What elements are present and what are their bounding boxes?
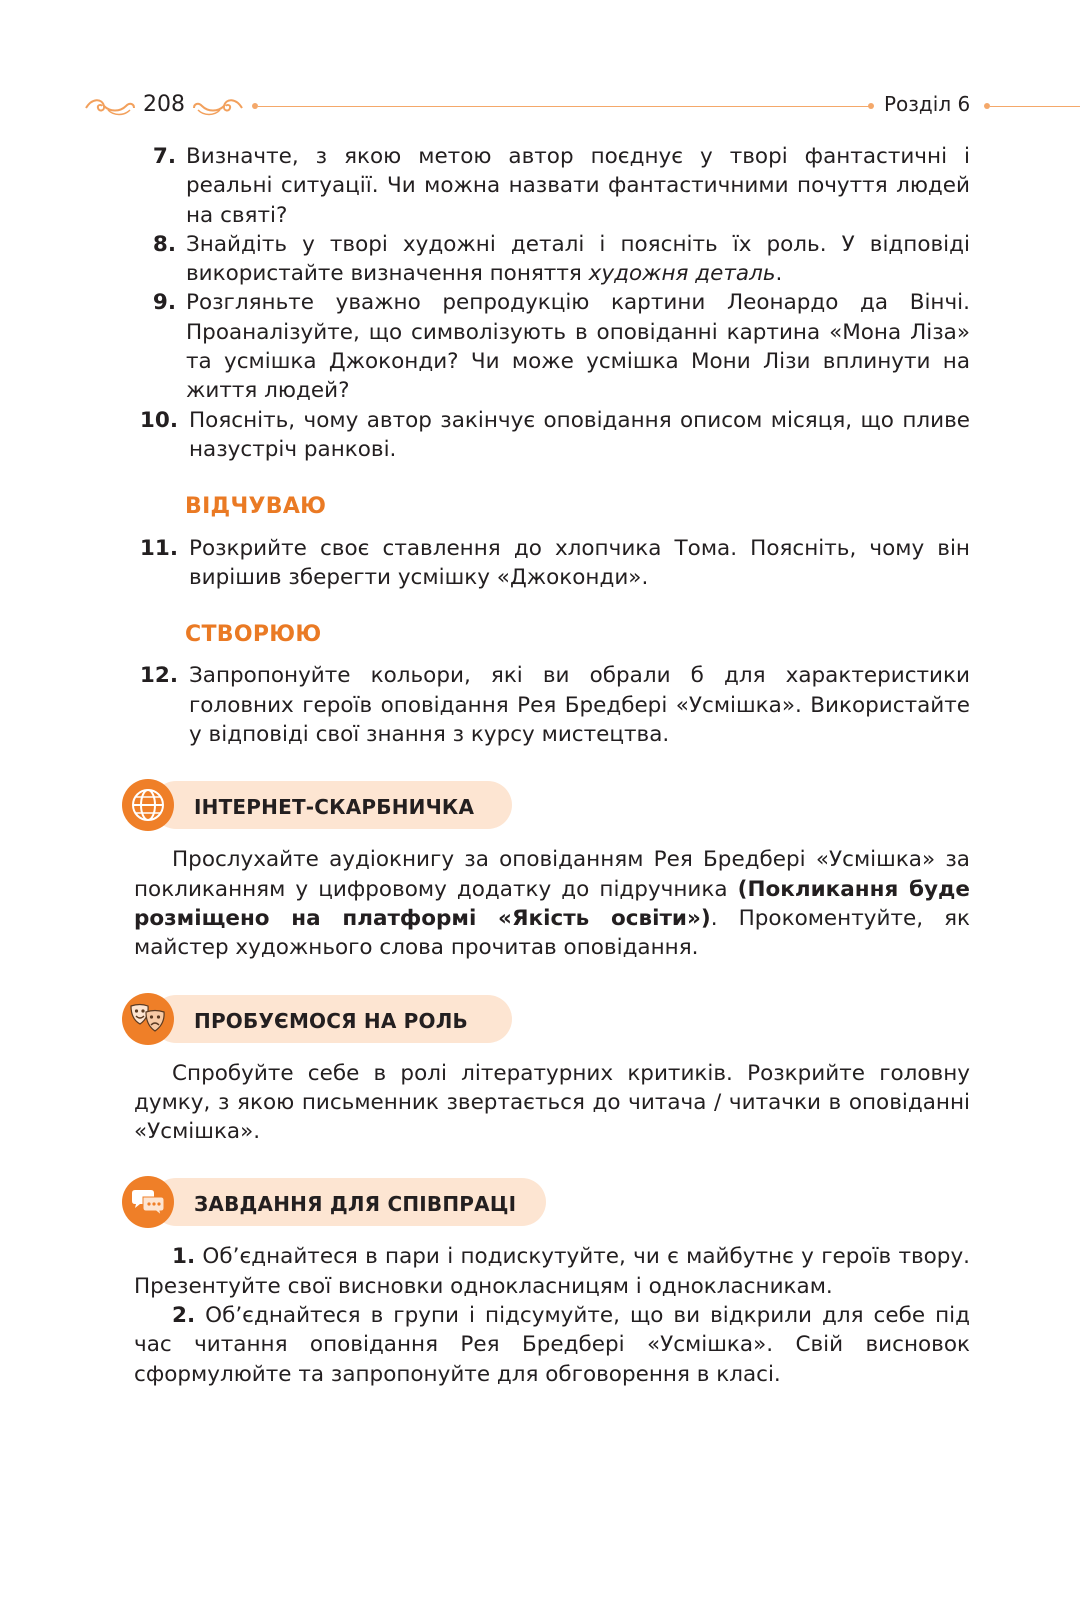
question-number: 10.: [139, 407, 178, 433]
collab-task-2: [134, 1301, 970, 1389]
question-12: [134, 661, 970, 749]
question-8: [134, 230, 970, 289]
question-text: Визначте, з якою метою автор поєднує у творі фантастичні і реальні ситуації. Чи можна назвати фантастичними почуття людей на святі?: [186, 144, 970, 228]
header-rule: [258, 106, 870, 107]
internet-banner: [122, 779, 970, 829]
theatre-masks-icon: [122, 993, 174, 1045]
page-header: [0, 90, 1091, 124]
task-number: 2.: [172, 1303, 196, 1329]
subhead-feel: ВІДЧУВАЮ: [185, 494, 327, 520]
role-text: Спробуйте себе в ролі літературних критиків. Розкрийте головну думку, з якою письменник звертається до читача / читачки в оповіданні «Усмішка».: [134, 1060, 970, 1145]
subhead-create: СТВОРЮЮ: [185, 622, 322, 648]
task-number: 1.: [172, 1244, 196, 1270]
question-text: Розгляньте уважно репродукцію картини Леонардо да Вінчі. Проаналізуйте, що символізують в оповіданні картина «Мона Ліза» та усмішка Джоконди? Чи може усмішка Мони Лізи вплинути на життя людей?: [186, 290, 970, 404]
role-banner: [122, 993, 970, 1043]
collab-task-1: [134, 1242, 970, 1301]
question-text: Поясніть, чому автор закінчує оповідання описом місяця, що пливе назустріч ранкові.: [189, 407, 970, 462]
internet-text: Прослухайте аудіокнигу за оповіданням Рея Бредбері «Усмішка» за покликанням у цифровому додатку до підручника (Покликання буде розміщено на платформі «Якість освіти»). Прокоментуйте, як майстер художнього слова прочитав оповідання.: [134, 847, 971, 961]
section-label: Розділ 6: [884, 92, 971, 116]
question-text: Розкрийте своє ставлення до хлопчика Тома. Поясніть, чому він вирішив зберегти усмішку «Джоконди».: [189, 535, 970, 590]
question-10: [134, 406, 970, 465]
header-rule: [990, 106, 1080, 107]
collab-banner: [122, 1176, 970, 1226]
globe-icon: [122, 779, 174, 831]
question-text: Запропонуйте кольори, які ви обрали б для характеристики головних героїв оповідання Рея Бредбері «Усмішка». Використайте у відповіді свої знання з курсу мистецтва.: [189, 663, 970, 748]
banner-title: ІНТЕРНЕТ-СКАРБНИЧКА: [194, 795, 475, 820]
flourish-ornament-icon: [84, 96, 136, 118]
banner-title: ПРОБУЄМОСЯ НА РОЛЬ: [194, 1008, 468, 1033]
page-content: [134, 142, 970, 1389]
question-number: 8.: [152, 231, 176, 257]
question-text: Знайдіть у творі художні деталі і поясніть їх роль. У відповіді використайте визначення поняття художня деталь.: [186, 231, 970, 287]
question-number: 12.: [139, 663, 178, 689]
question-9: [134, 288, 970, 405]
banner-title: ЗАВДАННЯ ДЛЯ СПІВПРАЦІ: [194, 1192, 517, 1217]
header-dot: [868, 103, 874, 109]
question-number: 11.: [139, 535, 178, 561]
question-number: 7.: [152, 144, 176, 169]
question-11: [134, 534, 970, 593]
question-7: [134, 142, 970, 230]
term-italic: художня деталь: [588, 261, 776, 287]
task-text: Об’єднайтеся в групи і підсумуйте, що ви відкрили для себе під час читання оповідання Рея Бредбері «Усмішка». Свій висновок сформулюйте та запропонуйте для обговорення в класі.: [134, 1303, 970, 1387]
task-text: Об’єднайтеся в пари і подискутуйте, чи є майбутнє у героїв твору. Презентуйте свої висновки однокласницям і однокласникам.: [134, 1244, 970, 1299]
bold-note: (Покликання буде розміщено на платформі «Якість освіти»): [134, 876, 970, 931]
question-number: 9.: [152, 290, 176, 316]
page-number: 208: [143, 92, 185, 117]
flourish-ornament-icon: [190, 96, 244, 118]
